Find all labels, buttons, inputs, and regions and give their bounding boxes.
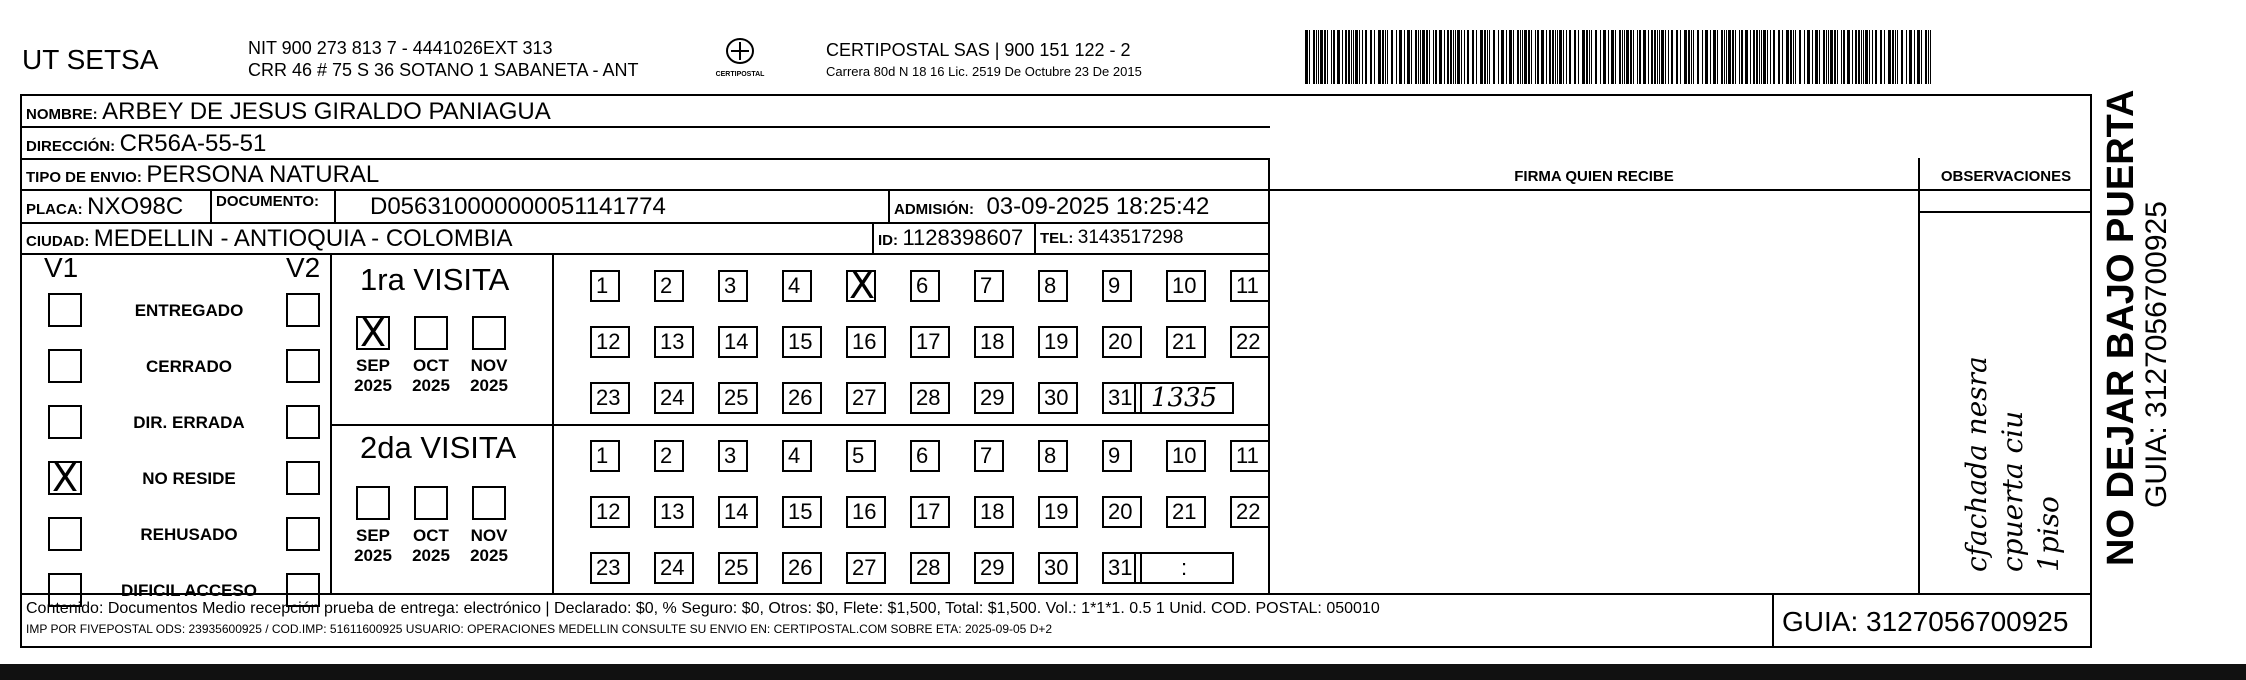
month-label: OCT <box>413 356 449 375</box>
second-visit-label: 2da VISITA <box>360 430 517 465</box>
second-visit-day[interactable]: 30 <box>1038 552 1078 584</box>
first-visit-day[interactable]: 22 <box>1230 326 1270 358</box>
first-visit-day[interactable]: 25 <box>718 382 758 414</box>
ciudad-value: MEDELLIN - ANTIOQUIA - COLOMBIA <box>93 225 513 252</box>
first-visit-day[interactable]: 8 <box>1038 270 1068 302</box>
first-visit-day[interactable]: 15 <box>782 326 822 358</box>
first-visit-day[interactable]: 24 <box>654 382 694 414</box>
v1-label: V1 <box>44 252 79 283</box>
month-checkbox[interactable] <box>414 486 448 520</box>
month-label: NOV <box>470 356 508 375</box>
first-visit-day[interactable]: 9 <box>1102 270 1132 302</box>
second-visit-day[interactable]: 11 <box>1230 440 1270 472</box>
second-visit-day[interactable]: 4 <box>782 440 812 472</box>
address-line: CRR 46 # 75 S 36 SOTANO 1 SABANETA - ANT <box>248 60 639 80</box>
second-visit-day[interactable]: 28 <box>910 552 950 584</box>
second-visit-day[interactable]: 14 <box>718 496 758 528</box>
second-visit-day[interactable]: 19 <box>1038 496 1078 528</box>
id-label: ID: <box>878 232 898 249</box>
month-checkbox[interactable] <box>414 316 448 350</box>
first-visit-day[interactable]: 1 <box>590 270 620 302</box>
placa-field <box>26 193 183 221</box>
second-visit-day[interactable]: 18 <box>974 496 1014 528</box>
first-visit-day[interactable]: 26 <box>782 382 822 414</box>
ciudad-field <box>26 225 513 253</box>
placa-value: NXO98C <box>87 193 184 220</box>
first-visit-day[interactable]: 6 <box>910 270 940 302</box>
v2-checkbox-5[interactable] <box>286 517 320 551</box>
admision-label: ADMISIÓN: <box>894 201 974 218</box>
first-visit-day[interactable]: 30 <box>1038 382 1078 414</box>
second-visit-day[interactable]: 29 <box>974 552 1014 584</box>
first-visit-time-box[interactable]: 1335 <box>1134 382 1234 414</box>
nombre-label: NOMBRE: <box>26 106 98 123</box>
firma-label: FIRMA QUIEN RECIBE <box>1514 168 1674 185</box>
first-visit-day[interactable]: 31 <box>1102 382 1142 414</box>
carrier-line: CERTIPOSTAL SAS | 900 151 122 - 2 <box>826 40 1131 60</box>
reason-label: NO RESIDE <box>142 469 236 488</box>
nit-line: NIT 900 273 813 7 - 4441026EXT 313 <box>248 38 553 58</box>
second-visit-time-box[interactable]: : <box>1134 552 1234 584</box>
admision-field <box>894 193 1209 221</box>
placa-label: PLACA: <box>26 201 83 218</box>
id-value: 1128398607 <box>902 225 1024 250</box>
second-visit-day[interactable]: 1 <box>590 440 620 472</box>
first-visit-day[interactable]: 4 <box>782 270 812 302</box>
tipo-envio-row <box>26 161 379 189</box>
side-guia: GUIA: 3127056700925 <box>2140 201 2173 508</box>
direccion-value: CR56A-55-51 <box>119 130 267 157</box>
second-visit-day[interactable]: 5 <box>846 440 876 472</box>
second-visit-day[interactable]: 26 <box>782 552 822 584</box>
first-visit-day[interactable]: 14 <box>718 326 758 358</box>
first-visit-day[interactable]: 3 <box>718 270 748 302</box>
first-visit-day[interactable]: 7 <box>974 270 1004 302</box>
second-visit-day[interactable]: 23 <box>590 552 630 584</box>
company-name: UT SETSA <box>22 44 159 75</box>
nombre-row <box>26 98 551 126</box>
v1-checkbox-6[interactable] <box>48 573 82 607</box>
v1-check-mark: X <box>52 456 79 500</box>
logo-emblem-icon <box>723 36 757 66</box>
v2-checkbox-6[interactable] <box>286 573 320 607</box>
v2-label: V2 <box>286 252 321 283</box>
first-visit-day[interactable]: 21 <box>1166 326 1206 358</box>
observation-line: cfachada nesra <box>1960 356 1993 572</box>
tel-value: 3143517298 <box>1077 227 1184 248</box>
certipostal-logo <box>712 36 768 86</box>
second-visit-day[interactable]: 3 <box>718 440 748 472</box>
documento-value: D056310000000051141774 <box>370 193 666 220</box>
month-checkbox[interactable] <box>356 486 390 520</box>
month-label: OCT <box>413 526 449 545</box>
first-visit-day[interactable]: 11 <box>1230 270 1270 302</box>
barcode-bars <box>1305 30 1935 84</box>
page-bottom-edge <box>0 664 2246 680</box>
second-visit-day[interactable]: 22 <box>1230 496 1270 528</box>
first-visit-day[interactable]: 29 <box>974 382 1014 414</box>
second-visit-day[interactable]: 2 <box>654 440 684 472</box>
reason-label: DIFICIL ACCESO <box>120 581 257 600</box>
first-visit-day[interactable]: 23 <box>590 382 630 414</box>
month-check-mark: X <box>360 311 387 355</box>
tel-field <box>1040 227 1183 249</box>
first-visit-day[interactable]: 10 <box>1166 270 1206 302</box>
month-checkbox[interactable] <box>472 486 506 520</box>
second-visit-day[interactable]: 25 <box>718 552 758 584</box>
month-year: 2025 <box>470 376 508 395</box>
footer-contenido: Contenido: Documentos Medio recepción prueba de entrega: electrónico | Declarado: $0, % Seguro: $0, Otros: $0, Flete: $1,500, Total: $1,500. Vol.: 1*1*1. 0.5 1 Unid. COD. POSTAL: 050010 <box>26 600 1380 617</box>
second-visit-day[interactable]: 6 <box>910 440 940 472</box>
v1-checkbox-1[interactable] <box>48 293 82 327</box>
tipo-envio-value: PERSONA NATURAL <box>146 161 380 188</box>
second-visit-day[interactable]: 21 <box>1166 496 1206 528</box>
second-visit-day[interactable]: 9 <box>1102 440 1132 472</box>
documento-label-cell <box>216 193 319 211</box>
second-visit-day[interactable]: 24 <box>654 552 694 584</box>
first-visit-day[interactable]: 19 <box>1038 326 1078 358</box>
second-visit-day[interactable]: 15 <box>782 496 822 528</box>
license-line: Carrera 80d N 18 16 Lic. 2519 De Octubre 23 De 2015 <box>826 64 1142 79</box>
footer-guia: GUIA: 3127056700925 <box>1782 606 2069 637</box>
first-visit-day[interactable]: 13 <box>654 326 694 358</box>
tel-label: TEL: <box>1040 230 1074 247</box>
v1-checkbox-5[interactable] <box>48 517 82 551</box>
month-year: 2025 <box>470 546 508 565</box>
footer-imp: IMP POR FIVEPOSTAL ODS: 23935600925 / COD.IMP: 51611600925 USUARIO: OPERACIONES MEDELLIN CONSULTE SU ENVIO EN: CERTIPOSTAL.COM SOBRE ETA: 2025-09-05 D+2 <box>26 622 1053 636</box>
v2-checkbox-2[interactable] <box>286 349 320 383</box>
reason-label: REHUSADO <box>140 525 238 544</box>
second-visit-day[interactable]: 17 <box>910 496 950 528</box>
month-year: 2025 <box>412 546 450 565</box>
admision-value: 03-09-2025 18:25:42 <box>986 193 1210 220</box>
reason-label: ENTREGADO <box>134 301 244 320</box>
second-visit-day[interactable]: 16 <box>846 496 886 528</box>
v1-checkbox-3[interactable] <box>48 405 82 439</box>
first-visit-day[interactable]: 18 <box>974 326 1014 358</box>
documento-label: DOCUMENTO: <box>216 193 320 210</box>
id-field <box>878 225 1023 251</box>
first-visit-day[interactable]: 20 <box>1102 326 1142 358</box>
month-label: NOV <box>470 526 508 545</box>
tipo-envio-label: TIPO DE ENVIO: <box>26 169 142 186</box>
second-visit-day[interactable]: 12 <box>590 496 630 528</box>
reason-label: CERRADO <box>146 357 232 376</box>
first-visit-day[interactable]: 12 <box>590 326 630 358</box>
reason-label: DIR. ERRADA <box>133 413 245 432</box>
observaciones-handwriting <box>1920 212 2092 592</box>
second-visit-day[interactable]: 10 <box>1166 440 1206 472</box>
ciudad-label: CIUDAD: <box>26 233 90 250</box>
first-visit-day[interactable]: 28 <box>910 382 950 414</box>
v2-checkbox-4[interactable] <box>286 461 320 495</box>
nombre-value: ARBEY DE JESUS GIRALDO PANIAGUA <box>102 98 551 125</box>
second-visit-day[interactable]: 7 <box>974 440 1004 472</box>
v1-checkbox-2[interactable] <box>48 349 82 383</box>
observation-line: 1piso <box>2032 496 2065 572</box>
month-checkbox[interactable] <box>472 316 506 350</box>
first-visit-label: 1ra VISITA <box>360 262 510 297</box>
month-label: SEP <box>355 526 391 545</box>
v2-checkbox-1[interactable] <box>286 293 320 327</box>
first-visit-day[interactable]: 27 <box>846 382 886 414</box>
observaciones-label: OBSERVACIONES <box>1940 168 2072 185</box>
direccion-row <box>26 130 266 158</box>
direccion-label: DIRECCIÓN: <box>26 138 116 155</box>
observation-line: cpuerta ciu <box>1996 410 2029 572</box>
v2-checkbox-3[interactable] <box>286 405 320 439</box>
month-label: SEP <box>355 356 391 375</box>
second-visit-day[interactable]: 8 <box>1038 440 1068 472</box>
month-year: 2025 <box>354 376 392 395</box>
second-visit-day[interactable]: 20 <box>1102 496 1142 528</box>
barcode <box>1305 30 1935 84</box>
month-year: 2025 <box>412 376 450 395</box>
month-year: 2025 <box>354 546 392 565</box>
side-warning: NO DEJAR BAJO PUERTA <box>2100 89 2142 566</box>
logo-text: CERTIPOSTAL <box>715 71 765 78</box>
first-visit-day[interactable]: 16 <box>846 326 886 358</box>
second-visit-day[interactable]: 13 <box>654 496 694 528</box>
second-visit-day[interactable]: 31 <box>1102 552 1142 584</box>
first-visit-day[interactable]: 17 <box>910 326 950 358</box>
day-check-mark: X <box>849 263 876 307</box>
documento-value-cell <box>370 193 666 221</box>
second-visit-day[interactable]: 27 <box>846 552 886 584</box>
first-visit-day[interactable]: 2 <box>654 270 684 302</box>
